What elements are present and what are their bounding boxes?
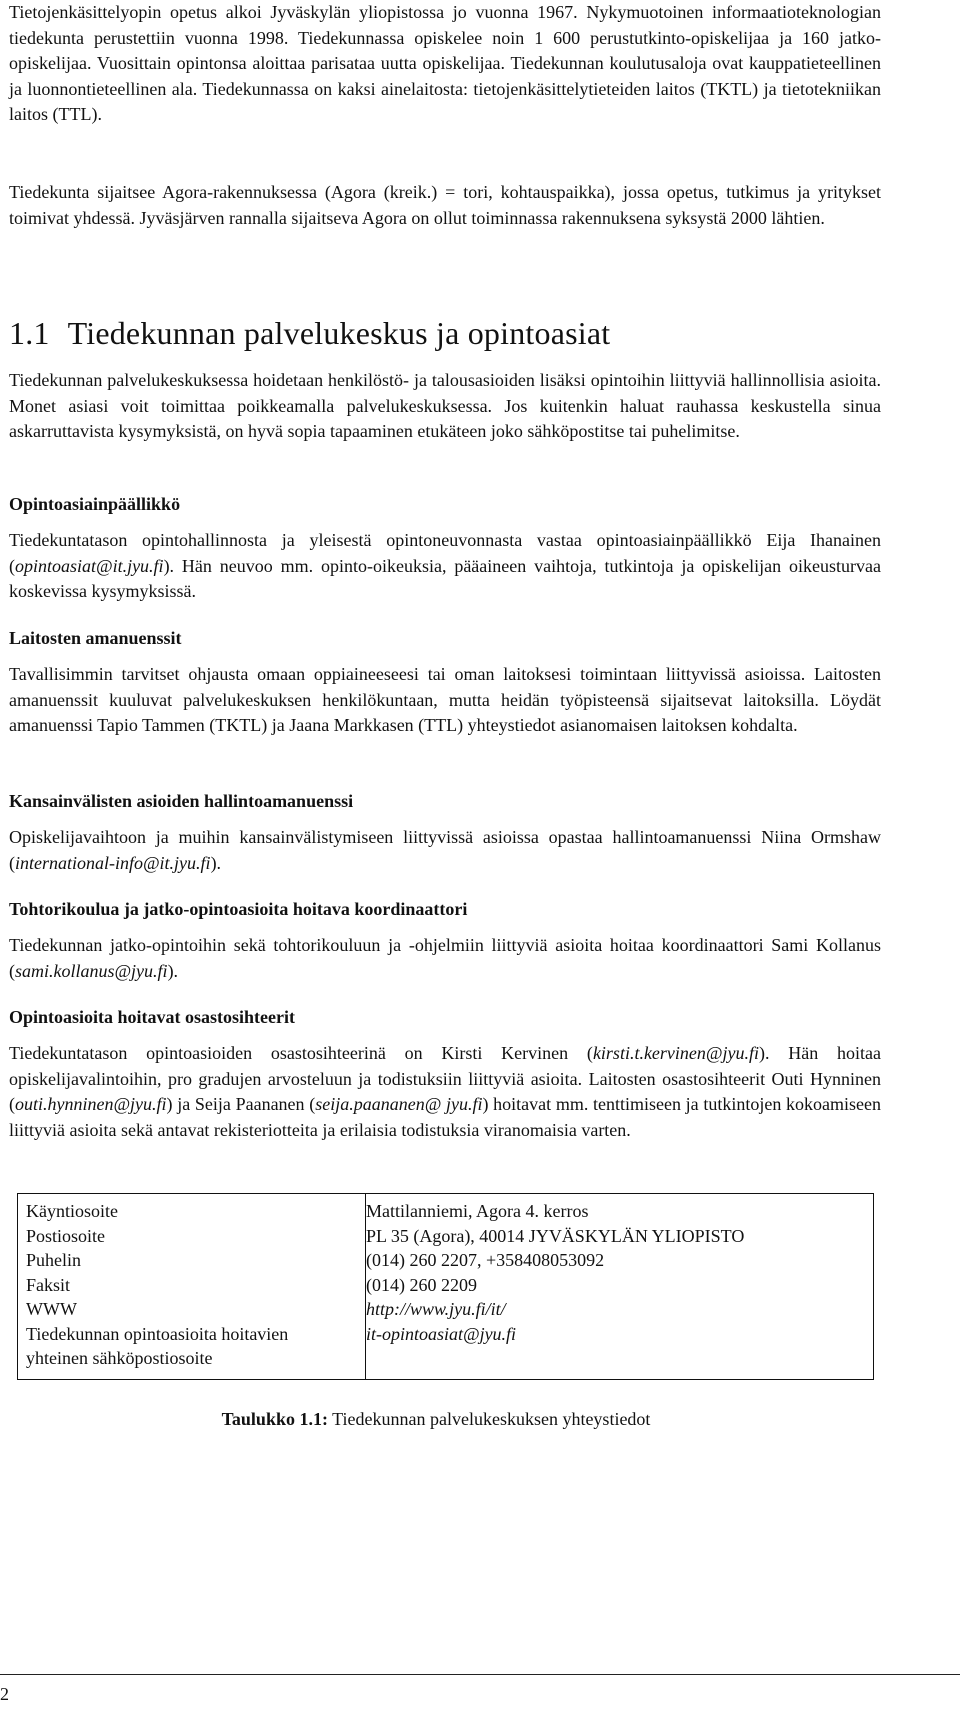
table-key: Postiosoite [26,1225,106,1246]
table-key: Käyntiosoite [26,1201,118,1221]
table-row [17,1297,874,1322]
table-caption-text: Tiedekunnan palvelukeskuksen yhteystiedot [327,1409,651,1429]
subheading-osastosihteerit: Opintoasioita hoitavat osastosihteerit [9,1007,295,1027]
table-row [17,1322,874,1377]
email-link[interactable]: opintoasiat@it.jyu.fi [15,555,164,576]
section-heading [9,315,610,351]
email-link[interactable]: international-info@it.jyu.fi [15,852,211,873]
paragraph-amanuenssit: Tavallisimmin tarvitset ohjausta omaan oppiaineeseesi tai oman laitoksesi toimintaan liittyvissä asioissa. Laitosten amanuenssit kuuluvat palvelukeskuksen henkilökuntaan, mutta heidän työpisteensä sijaitsevat laitoksilla. Löydät amanuenssi Tapio Tammen (TKTL) ja Jaana Markkasen (TTL) yhteystiedot asianomaisen laitoksen kohdalta. [9,664,881,735]
table-caption-label: Taulukko 1.1: [221,1409,328,1429]
table-key: Puhelin [26,1250,82,1270]
table-key: WWW [26,1299,77,1319]
subheading-amanuenssit: Laitosten amanuenssit [9,628,182,648]
paragraph-kansainvaliset: Opiskelijavaihtoon ja muihin kansainvälistymiseen liittyvissä asioissa opastaa hallintoamanuenssi Niina Ormshaw (international-info@it.jyu.fi). [9,827,881,873]
paragraph-tohtorikoulu: Tiedekunnan jatko-opintoihin sekä tohtorikouluun ja -ohjelmiin liittyviä asioita hoitaa koordinaattori Sami Kollanus (sami.kollanus@jyu.fi). [9,935,881,981]
email-link[interactable]: kirsti.t.kervinen@jyu.fi [592,1043,759,1063]
table-value: PL 35 (Agora), 40014 JYVÄSKYLÄN YLIOPISTO [366,1225,745,1246]
table-value: (014) 260 2207, +358408053092 [366,1250,605,1270]
contact-table [17,1193,874,1377]
table-value: Mattilanniemi, Agora 4. kerros [366,1201,589,1221]
table-value-link[interactable]: it-opintoasiat@jyu.fi [366,1323,517,1344]
table-row [17,1273,874,1298]
subheading-tohtorikoulu: Tohtorikoulua ja jatko-opintoasioita hoitava koordinaattori [9,899,468,919]
intro-paragraph-1: Tietojenkäsittelyopin opetus alkoi Jyväskylän yliopistossa jo vuonna 1967. Nykymuotoinen informaatioteknologian tiedekunta perustettiin vuonna 1998. Tiedekunnassa opiskelee noin 1 600 perustutkinto-opiskelijaa ja 160 jatko-opiskelijaa. Vuosittain opintonsa aloittaa parisataa uutta opiskelijaa. Tiedekunnan koulutusaloja ovat kauppatieteellinen ja luonnontieteellinen ala. Tiedekunnassa on kaksi ainelaitosta: tietojenkäsittelytieteiden laitos (TKTL) ja tietotekniikan laitos (TTL). [9,2,881,124]
email-link[interactable]: sami.kollanus@jyu.fi [15,960,168,981]
email-link[interactable]: seija.paananen@ jyu.fi [315,1094,483,1114]
subheading-opintoasiainpaallikko: Opintoasiainpäällikkö [9,494,181,514]
table-caption [0,1407,872,1431]
subheading-kansainvaliset: Kansainvälisten asioiden hallintoamanuenssi [9,791,354,811]
table-value: (014) 260 2209 [366,1274,477,1295]
table-key: Faksit [26,1274,71,1295]
intro-paragraph-2: Tiedekunta sijaitsee Agora-rakennuksessa (Agora (kreik.) = tori, kohtauspaikka), jossa opetus, tutkimus ja yritykset toimivat yhdessä. Jyväsjärven rannalla sijaitseva Agora on ollut toiminnassa rakennuksena syksystä 2000 lähtien. [9,182,881,228]
section-number: 1.1 [9,315,50,351]
paragraph-osastosihteerit: Tiedekuntatason opintoasioiden osastosihteerinä on Kirsti Kervinen (kirsti.t.kervinen@jyu.fi). Hän hoitaa opiskelijavalintoihin, pro gradujen arvosteluun ja todistuksiin liittyviä asioita. Laitosten osastosihteerit Outi Hynninen (outi.hynninen@jyu.fi) ja Seija Paananen (seija.paananen@ jyu.fi) hoitavat mm. tenttimiseen ja tutkintojen kokoamiseen liittyviä asioita sekä antavat rekisteriotteita ja erilaisia todistuksia viranomaisia varten. [9,1043,882,1140]
table-value-link[interactable]: http://www.jyu.fi/it/ [366,1299,506,1319]
section-title: Tiedekunnan palvelukeskus ja opintoasiat [67,315,611,351]
email-link[interactable]: outi.hynninen@jyu.fi [15,1094,167,1114]
table-row [17,1224,874,1249]
section-body: Tiedekunnan palvelukeskuksessa hoidetaan henkilöstö- ja talousasioiden lisäksi opintoihin liittyviä hallinnollisia asioita. Monet asiasi voit toimittaa poikkeamalla palvelukeskuksessa. Jos kuitenkin haluat rauhassa keskustella sinua askarruttavista kysymyksistä, on hyvä sopia tapaaminen etukäteen joko sähköpostitse tai puhelimitse. [9,370,881,441]
table-row [17,1193,874,1224]
paragraph-opintoasiainpaallikko: Tiedekuntatason opintohallinnosta ja yleisestä opintoneuvonnasta vastaa opintoasiainpäällikkö Eija Ihanainen (opintoasiat@it.jyu.fi). Hän neuvoo mm. opinto-oikeuksia, pääaineen vaihtoja, tutkintoja ja opiskelijan oikeusturvaa koskevissa kysymyksissä. [9,530,881,601]
table-key: Tiedekunnan opintoasioita hoitavien yhteinen sähköpostiosoite [26,1323,289,1368]
table-column-divider [365,1193,366,1380]
table-row [17,1248,874,1273]
page-number: 2 [0,1684,9,1704]
footer-divider [0,1674,960,1675]
